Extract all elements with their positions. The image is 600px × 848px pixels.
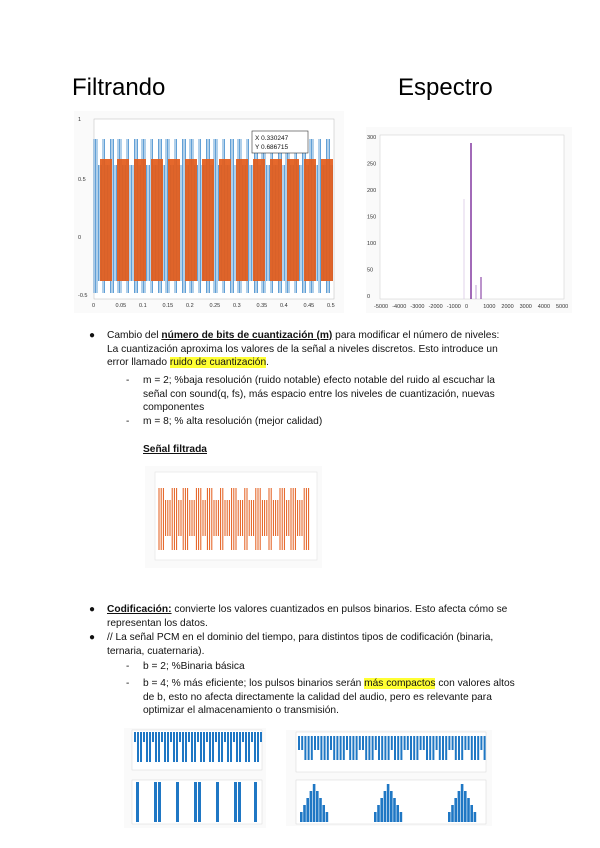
pcm-pulse	[365, 736, 367, 760]
pcm-pulse	[198, 782, 201, 822]
pcm-pulse	[161, 732, 163, 742]
pcm-step	[306, 798, 309, 822]
pcm-pulse	[188, 732, 190, 742]
pcm-pulse	[381, 736, 383, 760]
codification-bold: Codificación:	[107, 604, 172, 615]
pcm-pulse	[352, 736, 354, 760]
pcm-pulse	[200, 732, 202, 762]
signal-orange-burst	[236, 159, 248, 281]
signal-orange-burst	[287, 159, 299, 281]
pcm-pulse	[301, 736, 303, 750]
pcm-pulse	[164, 732, 166, 762]
pcm-pulse	[137, 732, 139, 762]
pcm-pulse	[154, 782, 157, 822]
pcm-pulse	[158, 782, 161, 822]
x-tick-label: 1000	[483, 304, 496, 310]
pcm-pulse	[359, 736, 361, 750]
pcm-pulse	[194, 782, 197, 822]
spectrum-figure	[366, 127, 572, 313]
pcm-pulse	[423, 736, 425, 750]
pcm-pulse	[230, 732, 232, 762]
codification-text: convierte los valores cuantizados en pulsos binarios. Esto afecta cómo se representan los datos.	[107, 604, 508, 629]
pcm-pulse	[336, 736, 338, 760]
y-tick-label: 50	[367, 267, 374, 274]
pcm-pulse	[372, 736, 374, 760]
pcm-pulse	[298, 736, 300, 750]
pcm-pulse	[134, 732, 136, 742]
x-tick-label: 0.1	[139, 303, 147, 309]
pcm-pulse	[349, 736, 351, 760]
pcm-pulse	[179, 732, 181, 742]
bullet-marker: ●	[89, 330, 96, 341]
pcm-pulse	[407, 736, 409, 750]
pcm-pulse	[216, 782, 219, 822]
pcm-pulse	[176, 732, 178, 762]
sub-m8: m = 8; % alta resolución (mejor calidad)	[143, 416, 323, 427]
signal-orange-burst	[100, 159, 112, 281]
x-tick-label: 5000	[556, 304, 569, 310]
pcm-pulse	[484, 736, 486, 760]
sub-m2: m = 2; %baja resolución (ruido notable) efecto notable del ruido al escuchar la señal con sound(q, fs), más espacio entre los niveles de cuantización, nuevas componentes	[143, 375, 495, 414]
pcm-step	[474, 812, 477, 822]
x-tick-label: 4000	[537, 304, 551, 310]
intro-end: .	[266, 357, 269, 369]
x-tick-label: -3000	[410, 304, 425, 310]
dash-marker: -	[126, 416, 130, 427]
filtered-signal-plot	[145, 466, 322, 568]
y-tick-label: 100	[367, 241, 377, 247]
pcm-step	[374, 812, 377, 822]
pcm-pulse	[458, 736, 460, 760]
pcm-pulse	[362, 736, 364, 750]
y-tick-label: 0	[367, 294, 371, 300]
pcm-step	[467, 798, 470, 822]
signal-orange-burst	[168, 159, 180, 281]
bullet-marker: ●	[89, 604, 96, 615]
pcm-pulse	[224, 732, 226, 742]
pcm-step	[464, 791, 467, 822]
pcm-step	[393, 798, 396, 822]
pcm-step	[303, 805, 306, 822]
pcm-step	[400, 812, 403, 822]
pcm-pulse	[394, 736, 396, 760]
pcm-step	[458, 791, 461, 822]
pcm-step	[319, 798, 322, 822]
pcm-pulse	[209, 732, 211, 762]
x-tick-label: 0.25	[209, 303, 221, 309]
pcm-pulse	[158, 732, 160, 762]
pcm-pulse	[439, 736, 441, 760]
pcm-pulse	[477, 736, 479, 760]
y-tick-label: 300	[367, 135, 377, 141]
pcm-pulse	[254, 782, 257, 822]
pcm-step	[322, 805, 325, 822]
pcm-pulse	[340, 736, 342, 760]
pcm-pulse	[251, 732, 253, 742]
title-filtrando: Filtrando	[72, 74, 166, 101]
pcm-pulse	[442, 736, 444, 760]
b4-pre: b = 4; % más eficiente; los pulsos binarios serán	[143, 678, 365, 689]
x-tick-label: 0.05	[115, 303, 127, 309]
pcm-pulse	[308, 736, 310, 760]
pcm-pulse	[234, 782, 237, 822]
signal-orange-burst	[321, 159, 333, 281]
pcm-pulse	[185, 732, 187, 762]
pcm-pulse	[480, 736, 482, 750]
pcm-step	[448, 812, 451, 822]
x-tick-label: -2000	[428, 304, 443, 310]
pcm-pulse	[317, 736, 319, 750]
signal-orange-burst	[202, 159, 214, 281]
pcm-step	[316, 791, 319, 822]
pcm-step	[326, 812, 329, 822]
datatip-y: Y 0.686715	[255, 144, 289, 151]
pcm-pulse	[410, 736, 412, 760]
quantization-paragraph	[107, 329, 507, 370]
pcm-pulse	[206, 732, 208, 742]
highlight-quantization-noise: ruido de cuantización	[169, 357, 267, 369]
pcm-pulse	[136, 782, 139, 822]
y-tick-label: 200	[367, 188, 377, 194]
pcm-pulse	[452, 736, 454, 750]
pcm-pulse	[327, 736, 329, 760]
pcm-pulse	[330, 736, 332, 750]
pcm-pulse	[356, 736, 358, 760]
pcm-pulse	[448, 736, 450, 750]
pcm-paragraph: // La señal PCM en el dominio del tiempo, para distintos tipos de codificación (binaria, ternaria, cuaternaria).	[107, 632, 494, 657]
pcm-pulse	[471, 736, 473, 760]
dash-marker: -	[126, 678, 130, 689]
x-tick-label: 0.4	[280, 303, 288, 309]
x-tick-label: -4000	[392, 304, 407, 310]
signal-orange-burst	[253, 159, 265, 281]
pcm-pulse	[194, 732, 196, 762]
pcm-step	[377, 805, 380, 822]
x-tick-label: 0	[92, 303, 96, 309]
pcm-step	[313, 784, 316, 822]
pcm-pulse	[391, 736, 393, 750]
pcm-pulse	[445, 736, 447, 760]
pcm-pulse	[400, 736, 402, 760]
pcm-pulse	[245, 732, 247, 762]
filter-signal-plot	[74, 111, 344, 313]
pcm-pulse	[227, 732, 229, 762]
pcm-pulse	[397, 736, 399, 760]
pcm-pulse	[343, 736, 345, 760]
pcm-step	[470, 805, 473, 822]
pcm-pulse	[239, 732, 241, 762]
y-tick-label: 0.5	[78, 177, 86, 183]
y-tick-label: 250	[367, 161, 377, 168]
spectrum-plot	[366, 127, 572, 313]
pcm-pulse	[242, 732, 244, 742]
pcm-quaternary-figure	[286, 730, 492, 826]
pcm-pulse	[432, 736, 434, 760]
pcm-pulse	[455, 736, 457, 760]
signal-orange-burst	[304, 159, 316, 281]
pcm-pulse	[304, 736, 306, 760]
signal-orange-burst	[219, 159, 231, 281]
pcm-pulse	[176, 782, 179, 822]
bullet-marker: ●	[89, 632, 96, 643]
intro-bold: número de bits de cuantización (m)	[161, 330, 333, 341]
pcm-pulse	[346, 736, 348, 750]
pcm-pulse	[182, 732, 184, 762]
pcm-step	[380, 798, 383, 822]
pcm-pulse	[203, 732, 205, 762]
y-tick-label: 150	[367, 214, 377, 221]
pcm-pulse	[152, 732, 154, 742]
pcm-pulse	[420, 736, 422, 750]
signal-orange-burst	[117, 159, 129, 281]
pcm-pulse	[146, 732, 148, 762]
pcm-pulse	[388, 736, 390, 760]
pcm-pulse	[404, 736, 406, 750]
pcm-pulse	[173, 732, 175, 762]
pcm-pulse	[384, 736, 386, 760]
pcm-pulse	[212, 732, 214, 762]
filter-signal-figure	[74, 111, 344, 313]
pcm-pulse	[333, 736, 335, 760]
sub-b2: b = 2; %Binaria básica	[143, 661, 245, 672]
pcm-pulse	[436, 736, 438, 750]
title-espectro: Espectro	[398, 74, 493, 101]
pcm-pulse	[167, 732, 169, 762]
x-tick-label: 2000	[501, 304, 514, 310]
pcm-quaternary-plot	[286, 730, 492, 826]
pcm-binary-plot	[124, 728, 266, 828]
y-tick-label: 0	[78, 235, 82, 241]
pcm-pulse	[429, 736, 431, 760]
pcm-pulse	[233, 732, 235, 742]
pcm-pulse	[218, 732, 220, 762]
signal-orange-burst	[134, 159, 146, 281]
pcm-pulse	[197, 732, 199, 742]
signal-orange-burst	[185, 159, 197, 281]
pcm-pulse	[149, 732, 151, 762]
filtered-signal-heading: Señal filtrada	[143, 444, 207, 455]
pcm-pulse	[143, 732, 145, 742]
filtered-signal-figure	[145, 466, 322, 568]
pcm-pulse	[464, 736, 466, 750]
pcm-pulse	[426, 736, 428, 760]
pcm-pulse	[238, 782, 241, 822]
x-tick-label: 0.2	[186, 303, 194, 309]
x-tick-label: 0.3	[233, 303, 241, 309]
pcm-pulse	[236, 732, 238, 762]
pcm-pulse	[378, 736, 380, 760]
pcm-pulse	[140, 732, 142, 762]
x-tick-label: 0	[465, 304, 469, 310]
dash-marker: -	[126, 661, 130, 672]
codification-paragraph	[107, 603, 517, 630]
pcm-step	[451, 805, 454, 822]
x-tick-label: 0.5	[327, 303, 335, 309]
pcm-step	[396, 805, 399, 822]
highlight-more-compact: más compactos	[364, 678, 436, 689]
pcm-binary-figure	[124, 728, 266, 828]
x-tick-label: 0.45	[303, 303, 315, 309]
x-tick-label: -1000	[446, 304, 461, 310]
pcm-pulse	[155, 732, 157, 762]
pcm-pulse	[221, 732, 223, 762]
sub-b4	[143, 677, 518, 718]
datatip[interactable]	[252, 131, 308, 153]
pcm-step	[384, 791, 387, 822]
pcm-pulse	[468, 736, 470, 750]
pcm-pulse	[260, 732, 262, 742]
pcm-pulse	[416, 736, 418, 760]
pcm-pulse	[320, 736, 322, 760]
pcm-pulse	[413, 736, 415, 760]
pcm-step	[390, 791, 393, 822]
pcm-pulse	[375, 736, 377, 750]
datatip-x: X 0.330247	[255, 135, 289, 142]
pcm-step	[454, 798, 457, 822]
intro-pre: Cambio del	[107, 330, 162, 341]
x-tick-label: -5000	[374, 304, 389, 310]
intro-mid: para modificar el número de niveles: La cuantización aproxima los valores de la señal a niveles discretos. Esto introduce un error llamado	[107, 330, 500, 369]
pcm-pulse	[170, 732, 172, 742]
pcm-pulse	[461, 736, 463, 760]
pcm-step	[300, 812, 303, 822]
x-tick-label: 0.15	[162, 303, 174, 309]
pcm-pulse	[215, 732, 217, 742]
pcm-pulse	[254, 732, 256, 762]
pcm-step	[310, 791, 313, 822]
pcm-step	[461, 784, 464, 822]
x-tick-label: 0.35	[256, 303, 268, 309]
y-tick-label: -0.5	[78, 293, 88, 299]
pcm-pulse	[368, 736, 370, 760]
pcm-pulse	[257, 732, 259, 762]
x-tick-label: 3000	[519, 304, 532, 310]
signal-orange-burst	[270, 159, 282, 281]
pcm-step	[387, 784, 390, 822]
pcm-pulse	[474, 736, 476, 760]
b4-end: con valores altos de b, esto no afecta directamente la calidad del audio, pero es relevante para optimizar el almacenamiento o transmisión.	[143, 678, 515, 717]
pcm-pulse	[311, 736, 313, 760]
pcm-pulse	[248, 732, 250, 762]
y-tick-label: 1	[78, 117, 82, 123]
signal-orange-burst	[151, 159, 163, 281]
pcm-pulse	[314, 736, 316, 750]
dash-marker: -	[126, 375, 130, 386]
pcm-pulse	[191, 732, 193, 762]
pcm-pulse	[324, 736, 326, 760]
